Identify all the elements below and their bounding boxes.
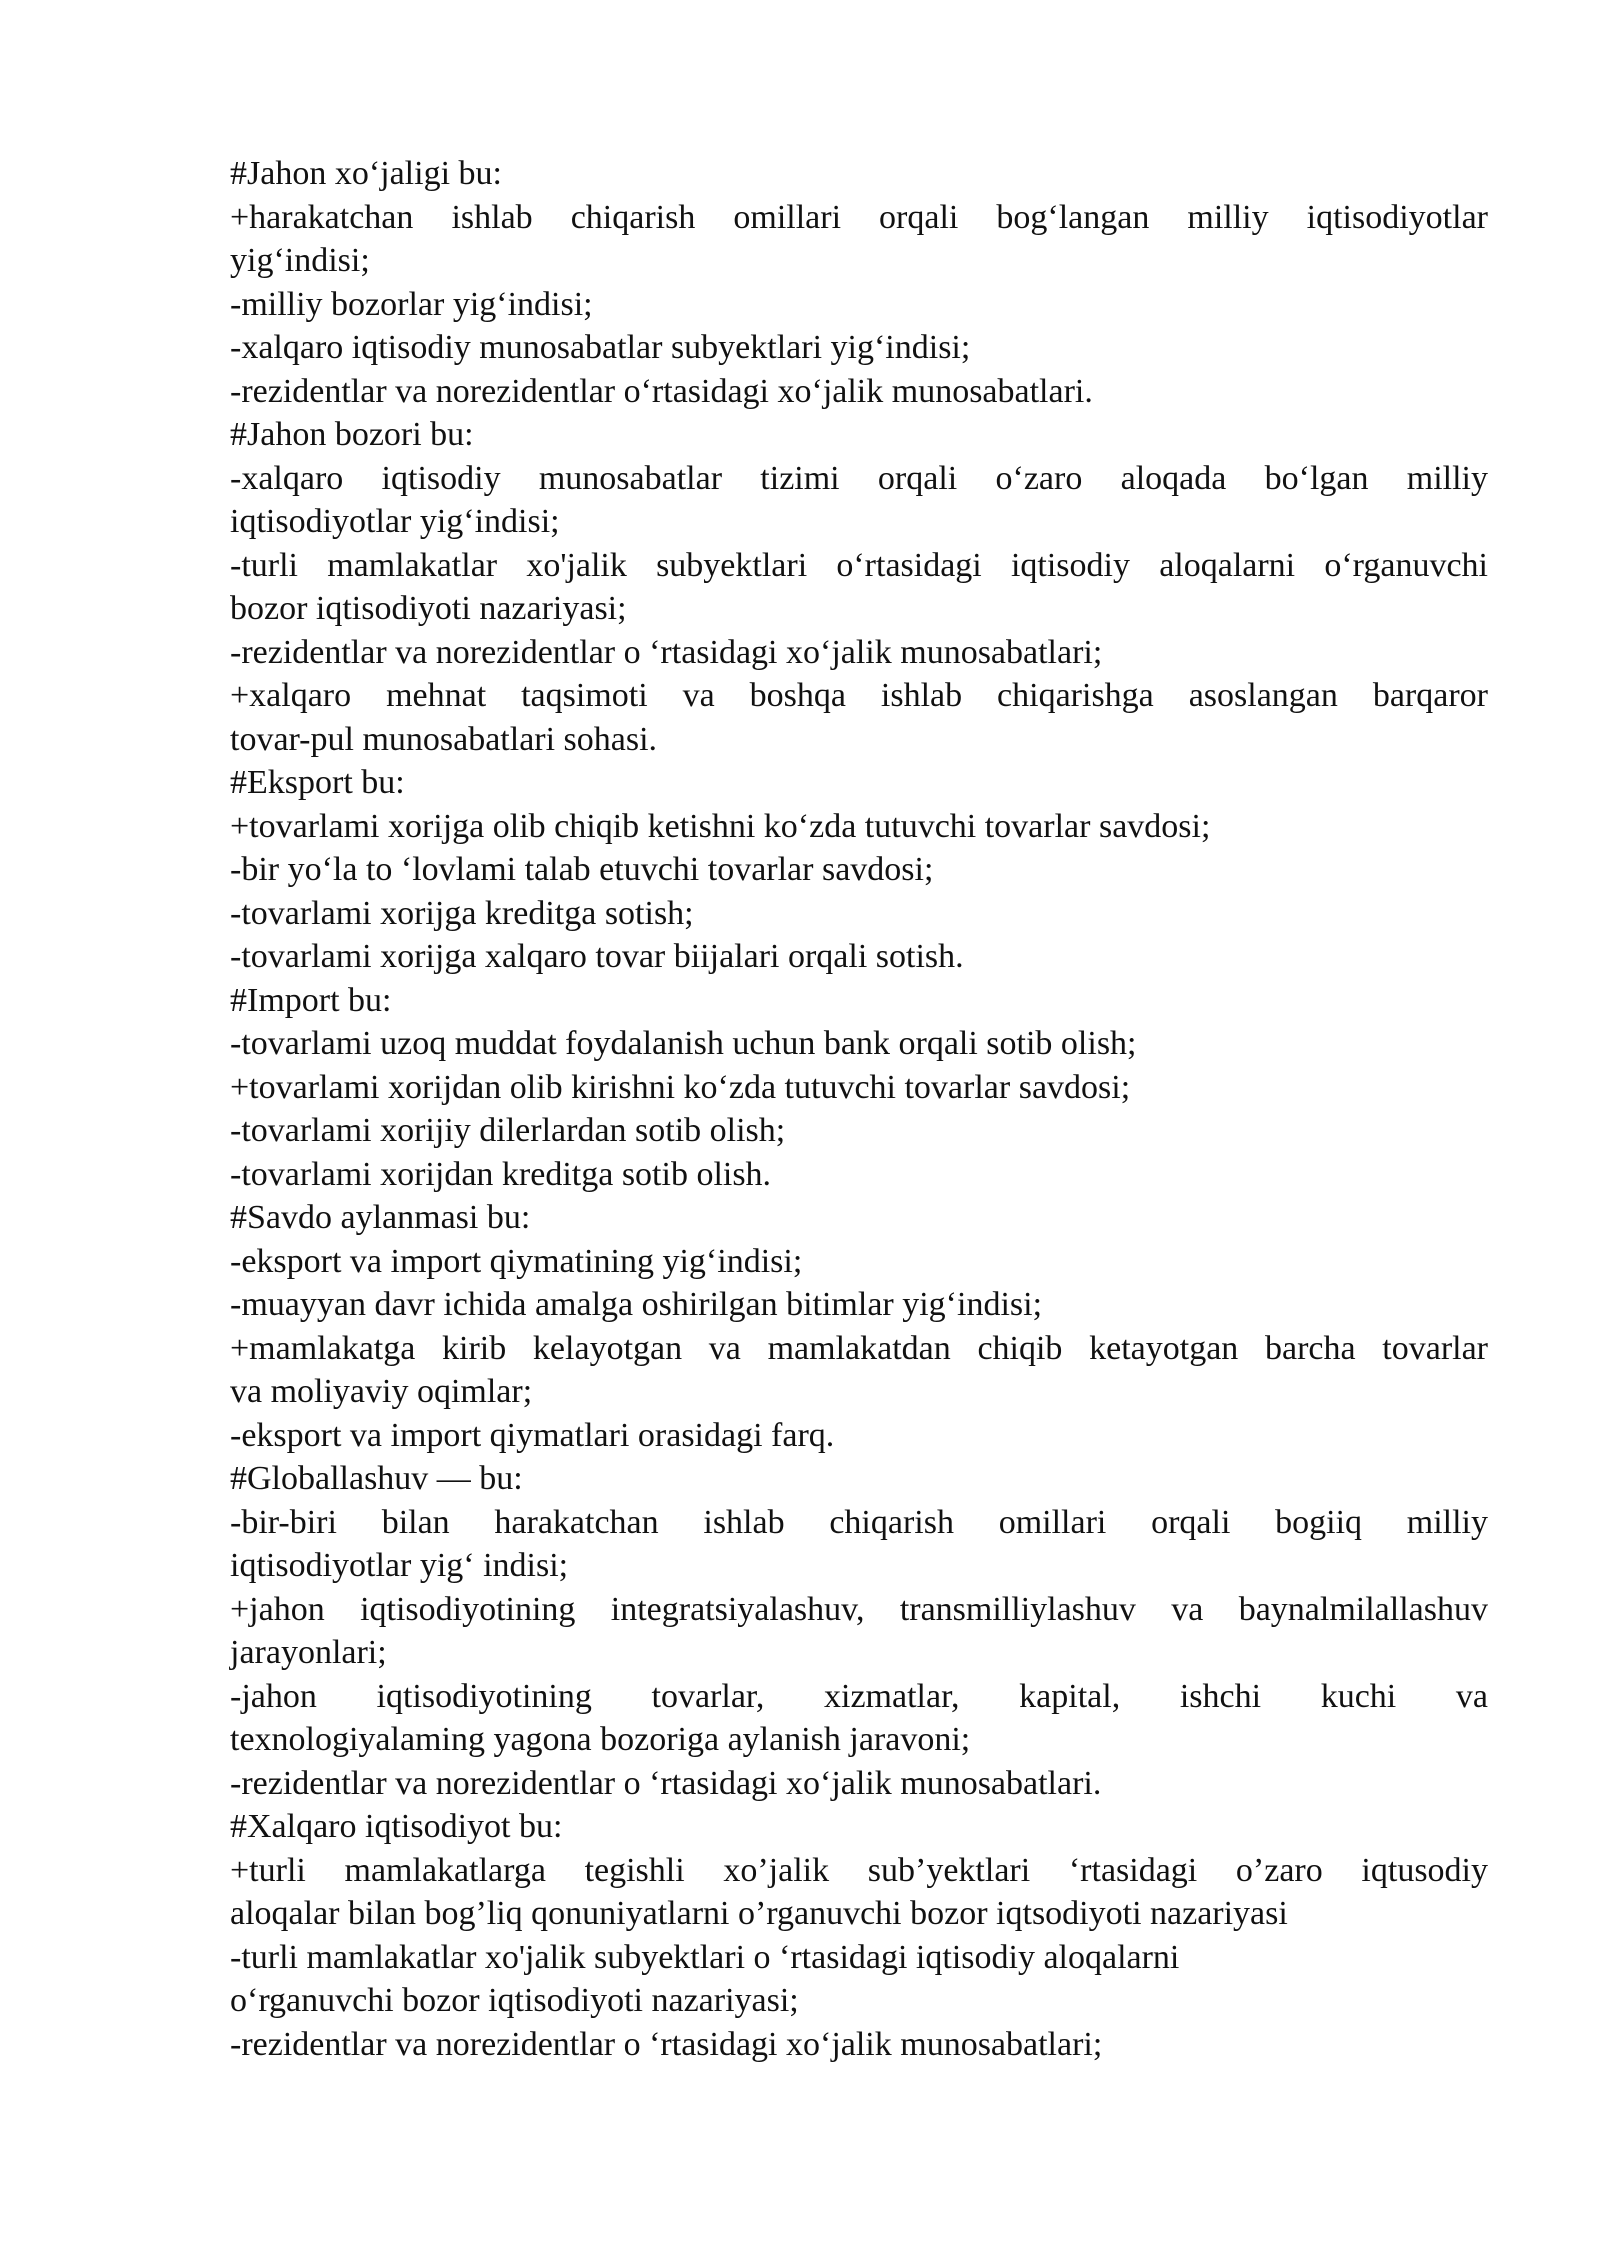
answer-option-continuation: yig‘indisi; — [230, 242, 370, 279]
answer-option-continuation: iqtisodiyotlar yig‘indisi; — [230, 503, 560, 540]
answer-option: +harakatchan ishlab chiqarish omillari orqali bog‘langan milliy iqtisodiyotlar — [230, 198, 1488, 236]
answer-option: -milliy bozorlar yig‘indisi; — [230, 285, 593, 323]
answer-option: -eksport va import qiymatlari orasidagi farq. — [230, 1416, 835, 1454]
answer-option: -bir-biri bilan harakatchan ishlab chiqarish omillari orqali bogiiq milliy — [230, 1503, 1488, 1541]
answer-option: +turli mamlakatlarga tegishli xo’jalik sub’yektlari ‘rtasidagi o’zaro iqtusodiy — [230, 1851, 1488, 1889]
answer-option-continuation: aloqalar bilan bog’liq qonuniyatlarni o’rganuvchi bozor iqtsodiyoti nazariyasi — [230, 1895, 1288, 1932]
question-heading: #Xalqaro iqtisodiyot bu: — [230, 1808, 563, 1845]
answer-option: -muayyan davr ichida amalga oshirilgan bitimlar yig‘indisi; — [230, 1286, 1043, 1323]
answer-option: -turli mamlakatlar xo'jalik subyektlari o‘rtasidagi iqtisodiy aloqalarni o‘rganuvchi — [230, 546, 1488, 584]
answer-option: -rezidentlar va norezidentlar o ‘rtasidagi xo‘jalik munosabatlari; — [230, 633, 1103, 671]
answer-option: -xalqaro iqtisodiy munosabatlar subyektlari yig‘indisi; — [230, 329, 971, 366]
question-heading: #Globallashuv — bu: — [230, 1460, 523, 1497]
question-heading: #Savdo aylanmasi bu: — [230, 1199, 531, 1236]
answer-option: +jahon iqtisodiyotining integratsiyalashuv, transmilliylashuv va baynalmilallashuv — [230, 1590, 1488, 1628]
answer-option-continuation: o‘rganuvchi bozor iqtisodiyoti nazariyasi; — [230, 1982, 799, 2019]
question-heading: #Import bu: — [230, 981, 392, 1019]
answer-option: -rezidentlar va norezidentlar o‘rtasidagi xo‘jalik munosabatlari. — [230, 372, 1093, 410]
answer-option: +tovarlami xorijga olib chiqib ketishni ko‘zda tutuvchi tovarlar savdosi; — [230, 807, 1211, 845]
answer-option-continuation: tovar-pul munosabatlari sohasi. — [230, 720, 658, 758]
answer-option: -rezidentlar va norezidentlar o ‘rtasidagi xo‘jalik munosabatlari; — [230, 2025, 1103, 2063]
answer-option-continuation: texnologiyalaming yagona bozoriga aylanish jaravoni; — [230, 1721, 971, 1758]
answer-option: -tovarlami xorijdan kreditga sotib olish. — [230, 1155, 772, 1193]
answer-option: -xalqaro iqtisodiy munosabatlar tizimi orqali o‘zaro aloqada bo‘lgan milliy — [230, 459, 1488, 497]
answer-option-continuation: iqtisodiyotlar yig‘ indisi; — [230, 1547, 569, 1584]
answer-option: +mamlakatga kirib kelayotgan va mamlakatdan chiqib ketayotgan barcha tovarlar — [230, 1329, 1488, 1367]
answer-option-continuation: jarayonlari; — [230, 1634, 387, 1671]
answer-option: -tovarlami xorijga kreditga sotish; — [230, 894, 694, 932]
document-body — [230, 152, 1488, 2066]
answer-option: -tovarlami xorijiy dilerlardan sotib olish; — [230, 1112, 786, 1149]
answer-option: -tovarlami xorijga xalqaro tovar biijalari orqali sotish. — [230, 938, 964, 975]
answer-option-continuation: bozor iqtisodiyoti nazariyasi; — [230, 590, 627, 627]
answer-option: -eksport va import qiymatining yig‘indisi; — [230, 1242, 803, 1280]
answer-option: +xalqaro mehnat taqsimoti va boshqa ishlab chiqarishga asoslangan barqaror — [230, 677, 1488, 714]
answer-option: -jahon iqtisodiyotining tovarlar, xizmatlar, kapital, ishchi kuchi va — [230, 1677, 1488, 1715]
answer-option: -turli mamlakatlar xo'jalik subyektlari o ‘rtasidagi iqtisodiy aloqalarni — [230, 1938, 1180, 1976]
answer-option: -bir yo‘la to ‘lovlami talab etuvchi tovarlar savdosi; — [230, 851, 934, 888]
answer-option: -rezidentlar va norezidentlar o ‘rtasidagi xo‘jalik munosabatlari. — [230, 1764, 1102, 1802]
answer-option: +tovarlami xorijdan olib kirishni ko‘zda tutuvchi tovarlar savdosi; — [230, 1068, 1131, 1106]
question-heading: #Eksport bu: — [230, 764, 405, 801]
answer-option-continuation: va moliyaviy oqimlar; — [230, 1373, 533, 1410]
question-heading: #Jahon bozori bu: — [230, 416, 474, 453]
question-heading: #Jahon xo‘jaligi bu: — [230, 155, 502, 192]
answer-option: -tovarlami uzoq muddat foydalanish uchun bank orqali sotib olish; — [230, 1025, 1137, 1062]
